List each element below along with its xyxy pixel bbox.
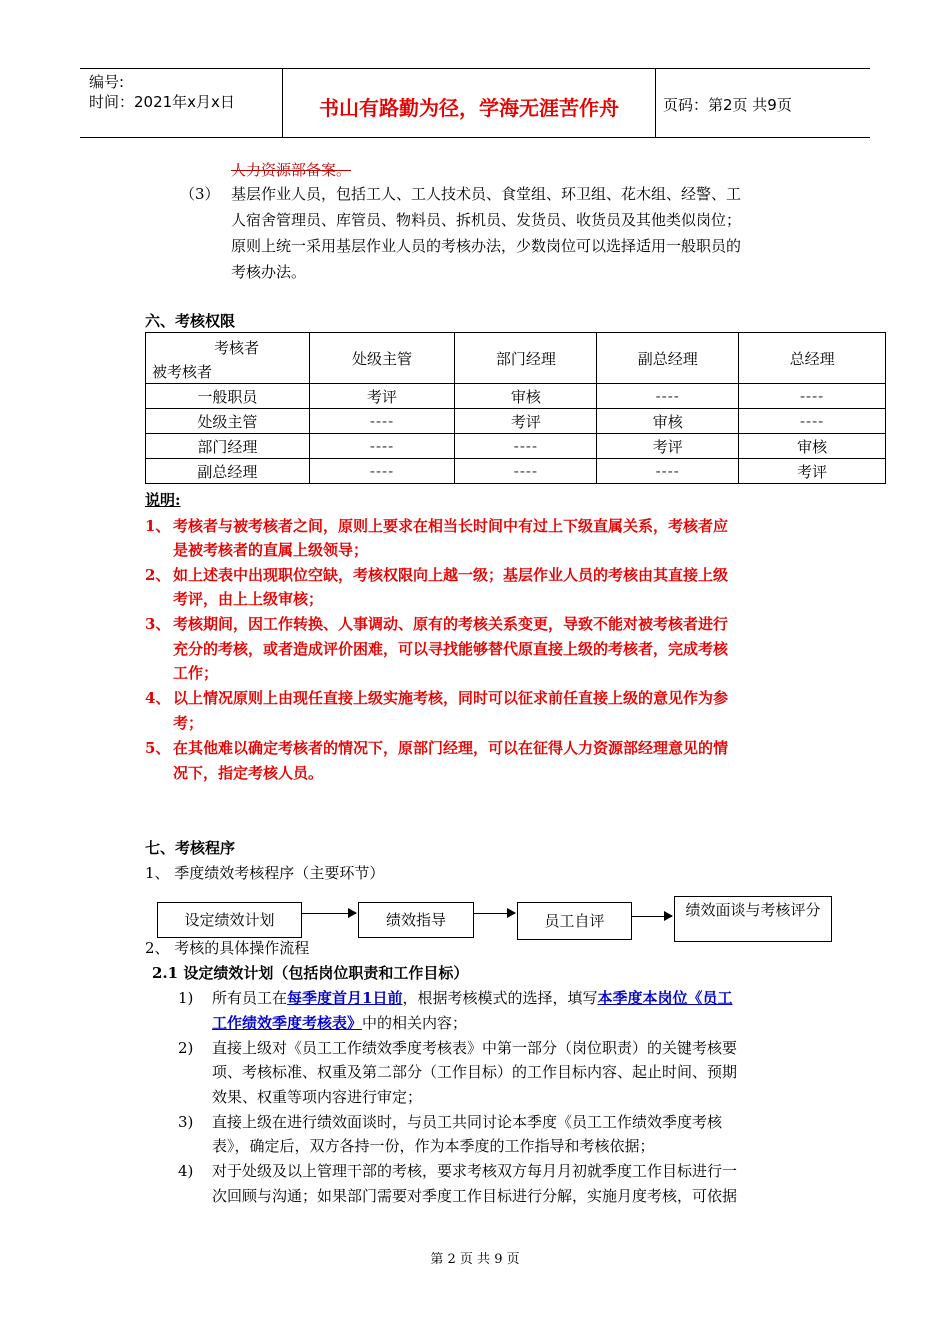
note-line: 考评，由上上级审核； [173,590,324,608]
item1-text: 中的相关内容； [362,1014,468,1032]
note-line: 工作； [173,664,219,682]
item-number: 4) [178,1162,194,1180]
row-label: 副总经理 [146,459,310,484]
note-line: 况下，指定考核人员。 [173,764,324,782]
table-cell: 考评 [309,384,455,409]
note-line: 以上情况原则上由现任直接上级实施考核，同时可以征求前任直接上级的意见作为参 [173,689,729,707]
table-row [146,384,886,409]
item-line: 表》，确定后，双方各持一份，作为本季度的工作指导和考核依据； [212,1137,655,1155]
section7-title: 七、考核程序 [145,839,236,857]
table-cell: 考评 [739,459,886,484]
row-label: 部门经理 [146,434,310,459]
authority-table [145,332,886,484]
table-cell: ---- [455,434,597,459]
note-line: 考； [173,714,204,732]
note-line: 在其他难以确定考核者的情况下，原部门经理，可以在征得人力资源部经理意见的情 [173,739,729,757]
item-line: 效果、权重等项内容进行审定； [212,1088,423,1106]
flow-arrow [302,913,356,914]
table-row [146,434,886,459]
item-line: 直接上级在进行绩效面谈时，与员工共同讨论本季度《员工工作绩效季度考核 [212,1113,723,1131]
note-line: 如上述表中出现职位空缺，考核权限向上越一级；基层作业人员的考核由其直接上级 [173,566,729,584]
table-cell: 审核 [597,409,739,434]
note-line: 充分的考核，或者造成评价困难，可以寻找能够替代原直接上级的考核者，完成考核 [173,640,729,658]
note-number: 4、 [145,689,171,707]
form-link[interactable]: 工作绩效季度考核表》 [212,1014,363,1032]
note-number: 1、 [145,517,171,535]
table-cell: 审核 [455,384,597,409]
table-cell: ---- [597,459,739,484]
item3-line-2: 人宿舍管理员、库管员、物料员、拆机员、发货员、收货员及其他类似岗位； [231,211,742,229]
flow-step-self-review: 员工自评 [517,902,632,940]
row-label: 一般职员 [146,384,310,409]
page-footer: 第 2 页 共 9 页 [430,1252,520,1267]
corner-bottom-label: 被考核者 [152,363,213,381]
section7-sub21: 2.1 设定绩效计划（包括岗位职责和工作目标） [152,964,469,982]
table-row [146,459,886,484]
section6-title: 六、考核权限 [145,312,236,330]
table-cell: ---- [455,459,597,484]
item-line: 对于处级及以上管理干部的考核，要求考核双方每月月初就季度工作目标进行一 [212,1162,738,1180]
table-cell: ---- [309,459,455,484]
item3-line-4: 考核办法。 [231,263,307,281]
item1-text: 所有员工在 [212,989,288,1007]
item1-text: ，根据考核模式的选择，填写 [402,989,598,1007]
header-motto-cell [282,69,656,137]
flow-step-interview: 绩效面谈与考核评分 [674,896,832,942]
table-cell: 考评 [455,409,597,434]
item-line: 项、考核标准、权重及第二部分（工作目标）的工作目标内容、起止时间、预期 [212,1063,738,1081]
column-header: 总经理 [739,333,886,384]
struck-line: 人力资源部备案。 [231,161,352,179]
item3-line-1: 基层作业人员，包括工人、工人技术员、食堂组、环卫组、花木组、经警、工 [231,185,742,203]
item1-line-2 [212,1011,467,1035]
section7-sub1: 1、 季度绩效考核程序（主要环节） [145,864,385,882]
table-cell: ---- [309,409,455,434]
flow-arrow [474,913,515,914]
item3-number: （3） [180,185,220,203]
note-number: 3、 [145,615,171,633]
form-link[interactable]: 本季度本岗位《员工 [597,989,733,1007]
motto: 书山有路勤为径，学海无涯苦作舟 [319,96,619,120]
note-line: 是被考核者的直属上级领导； [173,541,369,559]
page-header [80,68,870,138]
note-line: 考核者与被考核者之间，原则上要求在相当长时间中有过上下级直属关系，考核者应 [173,517,729,535]
item1-line-1 [212,986,733,1010]
row-label: 处级主管 [146,409,310,434]
section7-sub2: 2、 考核的具体操作流程 [145,939,310,957]
item-line: 直接上级对《员工工作绩效季度考核表》中第一部分（岗位职责）的关键考核要 [212,1039,738,1057]
column-header: 处级主管 [309,333,455,384]
header-left-cell [80,69,282,137]
flow-step-guidance: 绩效指导 [358,902,474,938]
header-page-cell [655,69,870,137]
table-cell: 审核 [739,434,886,459]
deadline-link[interactable]: 每季度首月1日前 [287,989,403,1007]
table-corner [146,333,310,384]
number-label: 编号: [89,73,125,91]
table-cell: ---- [309,434,455,459]
time-label: 时间：2021年x月x日 [89,93,235,111]
flow-arrow [632,916,672,917]
page-code: 页码：第2页 共9页 [663,96,792,114]
corner-top-label: 考核者 [214,339,260,357]
item-line: 次回顾与沟通；如果部门需要对季度工作目标进行分解，实施月度考核，可依据 [212,1187,738,1205]
table-cell: ---- [597,384,739,409]
item3-line-3: 原则上统一采用基层作业人员的考核办法，少数岗位可以选择适用一般职员的 [231,237,742,255]
flow-step-plan: 设定绩效计划 [157,902,302,938]
note-number: 5、 [145,739,171,757]
table-row [146,409,886,434]
item-number: 3) [178,1113,194,1131]
table-cell: ---- [739,384,886,409]
table-cell: ---- [739,409,886,434]
column-header: 副总经理 [597,333,739,384]
note-number: 2、 [145,566,171,584]
column-header: 部门经理 [455,333,597,384]
notes-title: 说明: [145,491,181,509]
item-number: 2) [178,1039,194,1057]
table-cell: 考评 [597,434,739,459]
note-line: 考核期间，因工作转换、人事调动、原有的考核关系变更，导致不能对被考核者进行 [173,615,729,633]
item-number: 1) [178,989,194,1007]
